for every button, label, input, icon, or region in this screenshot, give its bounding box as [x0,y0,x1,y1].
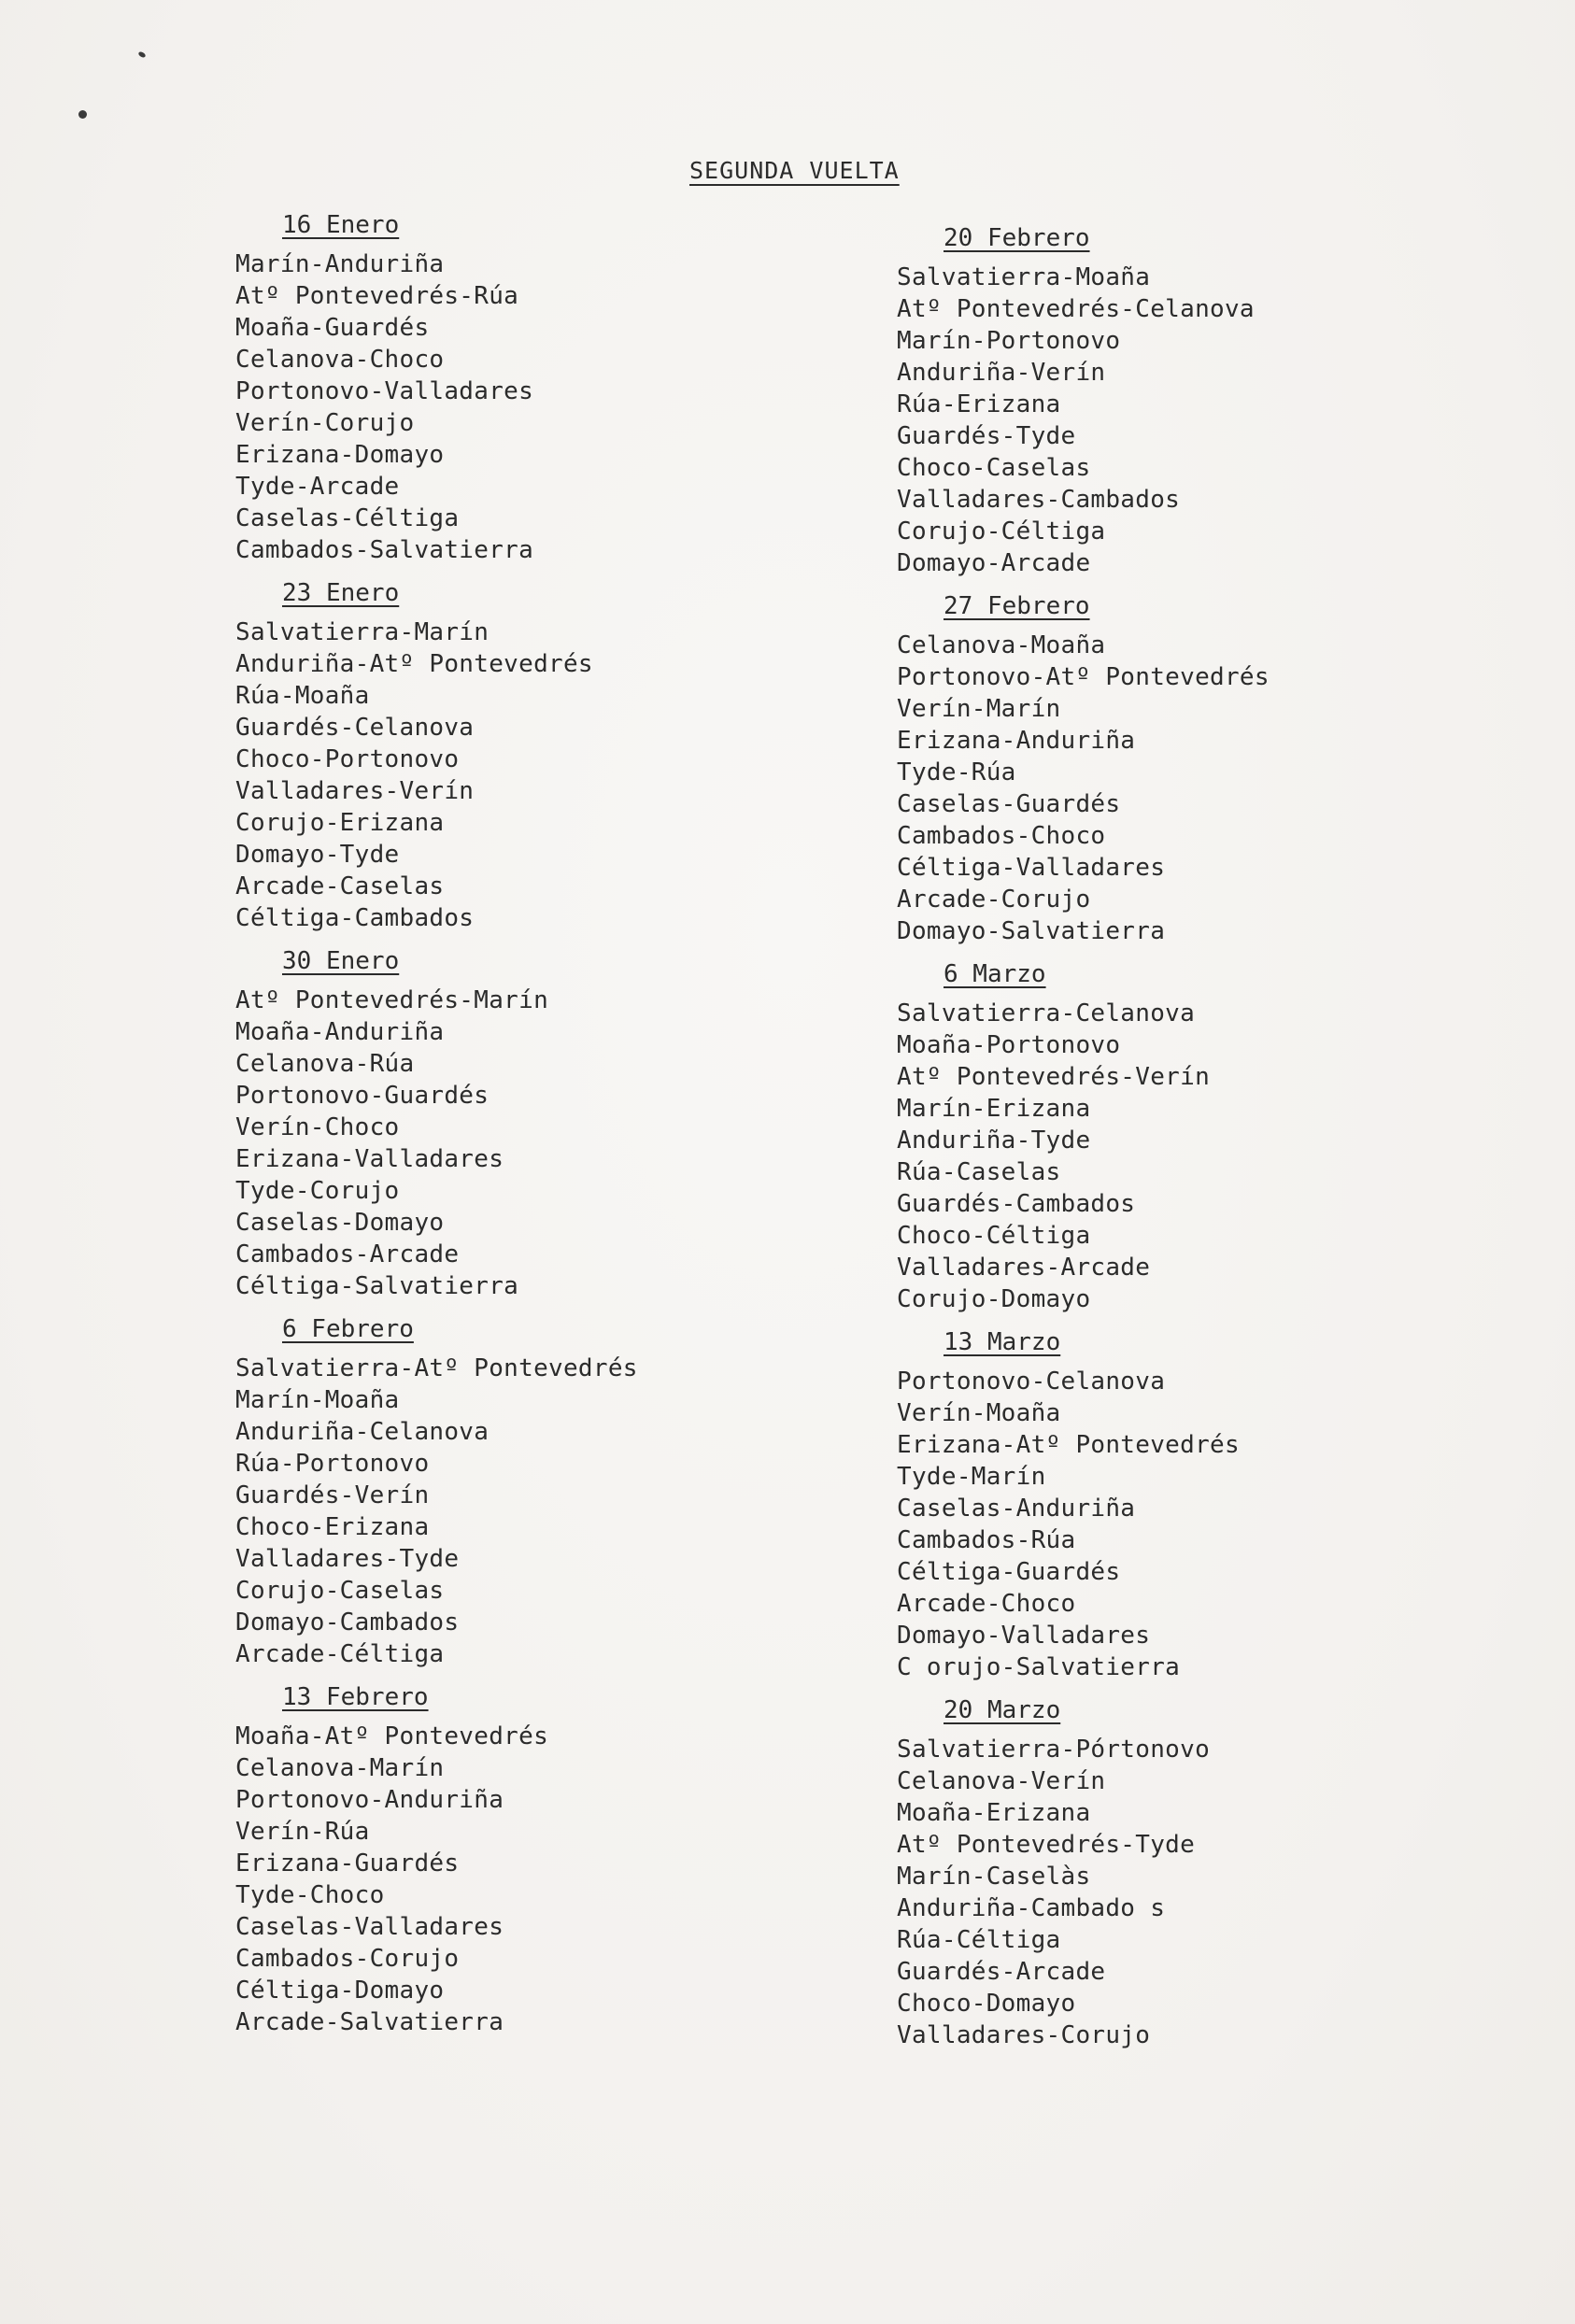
match-line: Celanova-Verín [897,1767,1106,1795]
round-block [235,207,889,566]
match-line: Caselas-Guardés [897,790,1121,818]
match-line: Erizana-Valladares [235,1145,504,1173]
match-line: Anduriña-Celanova [235,1418,490,1446]
match-line: Valladares-Verín [235,777,475,805]
match-line: Valladares-Tyde [235,1545,460,1573]
match-line: Erizana-Guardés [235,1849,460,1878]
ink-speck [78,110,87,119]
match-line: Tyde-Arcade [235,473,400,501]
match-line: Arcade-Salvatierra [235,2008,504,2036]
match-line: Salvatierra-Pórtonovo [897,1736,1211,1764]
match-line: Domayo-Valladares [897,1622,1151,1650]
round-date: 27 Febrero [944,592,1090,620]
match-line: Verín-Choco [235,1113,400,1141]
match-line: Choco-Portonovo [235,745,460,773]
match-line: Moaña-Anduriña [235,1018,445,1046]
match-line: Anduriña-Tyde [897,1127,1091,1155]
match-line: Salvatierra-Celanova [897,999,1196,1027]
match-line: Verín-Moaña [897,1399,1061,1427]
match-line: Marín-Moaña [235,1386,400,1414]
match-line: Céltiga-Valladares [897,854,1166,882]
match-line: Valladares-Arcade [897,1254,1151,1282]
round-block [897,220,1551,579]
match-line: Choco-Caselas [897,454,1091,482]
match-line: Cambados-Choco [897,822,1106,850]
match-line: Choco-Céltiga [897,1222,1091,1250]
match-line: Atº Pontevedrés-Marín [235,986,549,1014]
match-line: Verín-Marín [897,695,1061,723]
match-line: Moaña-Erizana [897,1799,1091,1827]
match-line: Rúa-Caselas [897,1158,1061,1186]
match-line: Portonovo-Celanova [897,1367,1166,1396]
match-line: Valladares-Corujo [897,2021,1151,2049]
match-line: Atº Pontevedrés-Rúa [235,282,519,310]
match-line: Corujo-Erizana [235,809,445,837]
match-line: Corujo-Caselas [235,1577,445,1605]
match-line: Moaña-Portonovo [897,1031,1121,1059]
round-date: 13 Marzo [944,1328,1061,1356]
match-line: Erizana-Anduriña [897,727,1136,755]
round-block [897,588,1551,947]
match-line: Celanova-Marín [235,1754,445,1782]
match-line: Tyde-Corujo [235,1177,400,1205]
round-block [235,943,889,1302]
match-line: Guardés-Celanova [235,714,475,742]
round-block [897,957,1551,1315]
match-line: Arcade-Choco [897,1590,1076,1618]
match-line: Arcade-Caselas [235,872,445,900]
match-line: Verín-Rúa [235,1818,370,1846]
match-line: Rúa-Portonovo [235,1450,430,1478]
match-line: Marín-Erizana [897,1095,1091,1123]
ink-speck [137,50,146,58]
match-line: Portonovo-Anduriña [235,1786,504,1814]
round-date: 23 Enero [282,579,400,607]
match-line: Salvatierra-Atº Pontevedrés [235,1354,638,1382]
round-block [897,1693,1551,2051]
match-line: Caselas-Domayo [235,1209,445,1237]
match-line: Caselas-Valladares [235,1913,504,1941]
match-line: Marín-Caselàs [897,1863,1091,1891]
round-date: 6 Febrero [282,1315,414,1343]
match-line: Cambados-Arcade [235,1240,460,1268]
page-title: SEGUNDA VUELTA [689,157,900,184]
match-line: Celanova-Moaña [897,631,1106,659]
match-line: Portonovo-Atº Pontevedrés [897,663,1270,691]
match-line: Rúa-Céltiga [897,1926,1061,1954]
round-date: 30 Enero [282,947,400,975]
match-line: Guardés-Verín [235,1481,430,1509]
match-line: Rúa-Moaña [235,682,370,710]
match-line: Choco-Erizana [235,1513,430,1541]
match-line: Guardés-Tyde [897,422,1076,450]
match-line: Cambados-Corujo [235,1945,460,1973]
match-line: Moaña-Guardés [235,314,430,342]
match-line: Celanova-Choco [235,346,445,374]
match-line: Salvatierra-Marín [235,618,490,646]
match-line: Cambados-Salvatierra [235,536,534,564]
match-line: Céltiga-Cambados [235,904,475,932]
match-line: Céltiga-Salvatierra [235,1272,519,1300]
match-line: Guardés-Cambados [897,1190,1136,1218]
left-column [235,207,889,2048]
round-date: 6 Marzo [944,960,1046,988]
round-block [235,1311,889,1670]
match-line: Portonovo-Guardés [235,1082,490,1110]
round-date: 20 Marzo [944,1696,1061,1724]
match-line: Anduriña-Atº Pontevedrés [235,650,593,678]
round-date: 20 Febrero [944,224,1090,252]
match-line: Anduriña-Verín [897,359,1106,387]
match-line: Tyde-Marín [897,1463,1046,1491]
match-line: Céltiga-Domayo [235,1977,445,2005]
match-line: Moaña-Atº Pontevedrés [235,1722,549,1750]
match-line: Portonovo-Valladares [235,377,534,405]
match-line: Anduriña-Cambado s [897,1894,1166,1922]
match-line: Celanova-Rúa [235,1050,415,1078]
match-line: Verín-Corujo [235,409,415,437]
match-line: Choco-Domayo [897,1990,1076,2018]
round-date: 16 Enero [282,211,400,239]
match-line: Domayo-Salvatierra [897,917,1166,945]
match-line: Atº Pontevedrés-Celanova [897,295,1255,323]
match-line: Domayo-Tyde [235,841,400,869]
round-block [235,575,889,934]
match-line: Guardés-Arcade [897,1958,1106,1986]
match-line: Caselas-Anduriña [897,1495,1136,1523]
match-line: Caselas-Céltiga [235,504,460,532]
round-block [897,1325,1551,1683]
match-line: C orujo-Salvatierra [897,1653,1181,1681]
round-block [235,1679,889,2038]
match-line: Domayo-Cambados [235,1608,460,1637]
match-line: Corujo-Domayo [897,1285,1091,1313]
match-line: Erizana-Atº Pontevedrés [897,1431,1240,1459]
match-line: Atº Pontevedrés-Verín [897,1063,1211,1091]
match-line: Marín-Anduriña [235,250,445,278]
match-line: Domayo-Arcade [897,549,1091,577]
right-column [897,220,1551,2061]
match-line: Arcade-Corujo [897,886,1091,914]
round-date: 13 Febrero [282,1683,429,1711]
match-line: Rúa-Erizana [897,390,1061,418]
match-line: Corujo-Céltiga [897,517,1106,546]
match-line: Atº Pontevedrés-Tyde [897,1831,1196,1859]
match-line: Salvatierra-Moaña [897,263,1151,291]
match-line: Erizana-Domayo [235,441,445,469]
match-line: Tyde-Choco [235,1881,385,1909]
match-line: Arcade-Céltiga [235,1640,445,1668]
match-line: Valladares-Cambados [897,486,1181,514]
match-line: Marín-Portonovo [897,327,1121,355]
match-line: Céltiga-Guardés [897,1558,1121,1586]
match-line: Cambados-Rúa [897,1526,1076,1554]
match-line: Tyde-Rúa [897,758,1016,786]
